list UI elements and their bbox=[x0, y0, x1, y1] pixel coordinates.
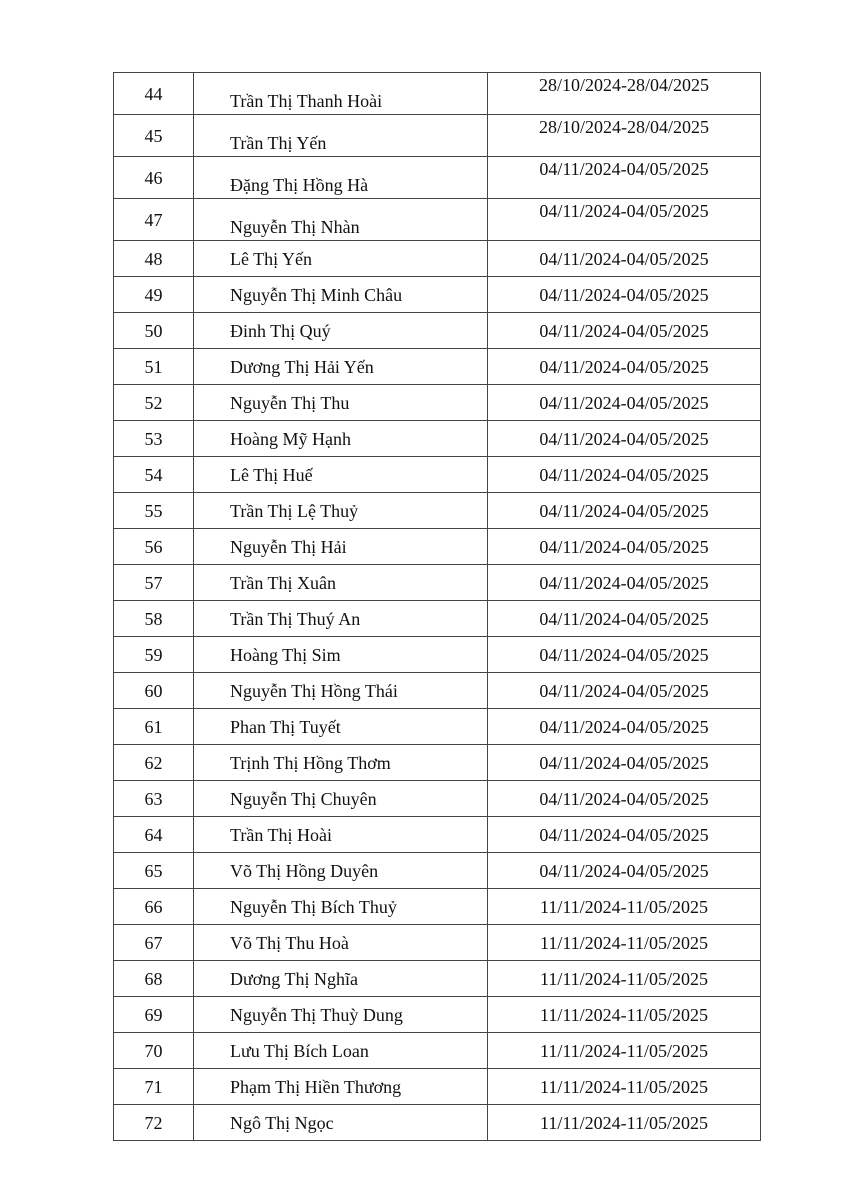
employee-name: Dương Thị Nghĩa bbox=[194, 961, 488, 997]
table-body bbox=[114, 73, 761, 1141]
period: 11/11/2024-11/05/2025 bbox=[488, 961, 761, 997]
row-number: 49 bbox=[114, 277, 194, 313]
table-row bbox=[114, 493, 761, 529]
table-row bbox=[114, 421, 761, 457]
period: 04/11/2024-04/05/2025 bbox=[488, 745, 761, 781]
employee-name: Trần Thị Xuân bbox=[194, 565, 488, 601]
employee-name: Trần Thị Thanh Hoài bbox=[194, 73, 488, 115]
period: 11/11/2024-11/05/2025 bbox=[488, 1069, 761, 1105]
row-number: 58 bbox=[114, 601, 194, 637]
employee-name: Đinh Thị Quý bbox=[194, 313, 488, 349]
table-row bbox=[114, 1105, 761, 1141]
employee-name: Trần Thị Yến bbox=[194, 115, 488, 157]
row-number: 53 bbox=[114, 421, 194, 457]
row-number: 60 bbox=[114, 673, 194, 709]
table-row bbox=[114, 1069, 761, 1105]
period: 04/11/2024-04/05/2025 bbox=[488, 853, 761, 889]
table-row bbox=[114, 73, 761, 115]
table-row bbox=[114, 781, 761, 817]
row-number: 65 bbox=[114, 853, 194, 889]
row-number: 72 bbox=[114, 1105, 194, 1141]
row-number: 46 bbox=[114, 157, 194, 199]
row-number: 59 bbox=[114, 637, 194, 673]
employee-name: Nguyễn Thị Hồng Thái bbox=[194, 673, 488, 709]
row-number: 54 bbox=[114, 457, 194, 493]
period: 04/11/2024-04/05/2025 bbox=[488, 241, 761, 277]
period: 04/11/2024-04/05/2025 bbox=[488, 601, 761, 637]
employee-name: Võ Thị Thu Hoà bbox=[194, 925, 488, 961]
row-number: 63 bbox=[114, 781, 194, 817]
row-number: 52 bbox=[114, 385, 194, 421]
period: 04/11/2024-04/05/2025 bbox=[488, 781, 761, 817]
employee-name: Hoàng Mỹ Hạnh bbox=[194, 421, 488, 457]
row-number: 55 bbox=[114, 493, 194, 529]
row-number: 67 bbox=[114, 925, 194, 961]
row-number: 51 bbox=[114, 349, 194, 385]
table-row bbox=[114, 601, 761, 637]
period: 28/10/2024-28/04/2025 bbox=[488, 115, 761, 157]
table-row bbox=[114, 853, 761, 889]
period: 04/11/2024-04/05/2025 bbox=[488, 457, 761, 493]
row-number: 47 bbox=[114, 199, 194, 241]
table-row bbox=[114, 349, 761, 385]
table-row bbox=[114, 457, 761, 493]
employee-name: Nguyễn Thị Bích Thuỷ bbox=[194, 889, 488, 925]
employee-name: Nguyễn Thị Thu bbox=[194, 385, 488, 421]
period: 28/10/2024-28/04/2025 bbox=[488, 73, 761, 115]
period: 11/11/2024-11/05/2025 bbox=[488, 1033, 761, 1069]
table-row bbox=[114, 565, 761, 601]
table-row bbox=[114, 817, 761, 853]
table-row bbox=[114, 385, 761, 421]
table-row bbox=[114, 241, 761, 277]
employee-name: Trịnh Thị Hồng Thơm bbox=[194, 745, 488, 781]
table-row bbox=[114, 889, 761, 925]
table-row bbox=[114, 745, 761, 781]
table-row bbox=[114, 1033, 761, 1069]
period: 04/11/2024-04/05/2025 bbox=[488, 385, 761, 421]
period: 04/11/2024-04/05/2025 bbox=[488, 565, 761, 601]
employee-name: Võ Thị Hồng Duyên bbox=[194, 853, 488, 889]
period: 11/11/2024-11/05/2025 bbox=[488, 1105, 761, 1141]
period: 04/11/2024-04/05/2025 bbox=[488, 493, 761, 529]
row-number: 64 bbox=[114, 817, 194, 853]
table-row bbox=[114, 529, 761, 565]
employee-name: Phan Thị Tuyết bbox=[194, 709, 488, 745]
period: 11/11/2024-11/05/2025 bbox=[488, 889, 761, 925]
period: 04/11/2024-04/05/2025 bbox=[488, 157, 761, 199]
employee-name: Hoàng Thị Sim bbox=[194, 637, 488, 673]
row-number: 71 bbox=[114, 1069, 194, 1105]
table-row bbox=[114, 961, 761, 997]
period: 04/11/2024-04/05/2025 bbox=[488, 313, 761, 349]
table-row bbox=[114, 277, 761, 313]
row-number: 70 bbox=[114, 1033, 194, 1069]
employee-name: Nguyễn Thị Chuyên bbox=[194, 781, 488, 817]
employee-name: Lưu Thị Bích Loan bbox=[194, 1033, 488, 1069]
row-number: 45 bbox=[114, 115, 194, 157]
employee-table bbox=[113, 72, 761, 1141]
row-number: 69 bbox=[114, 997, 194, 1033]
employee-name: Trần Thị Thuý An bbox=[194, 601, 488, 637]
period: 04/11/2024-04/05/2025 bbox=[488, 349, 761, 385]
period: 04/11/2024-04/05/2025 bbox=[488, 709, 761, 745]
period: 04/11/2024-04/05/2025 bbox=[488, 199, 761, 241]
employee-name: Trần Thị Lệ Thuỷ bbox=[194, 493, 488, 529]
table-row bbox=[114, 313, 761, 349]
period: 04/11/2024-04/05/2025 bbox=[488, 673, 761, 709]
row-number: 62 bbox=[114, 745, 194, 781]
row-number: 48 bbox=[114, 241, 194, 277]
table-row bbox=[114, 673, 761, 709]
employee-name: Ngô Thị Ngọc bbox=[194, 1105, 488, 1141]
row-number: 68 bbox=[114, 961, 194, 997]
employee-name: Nguyễn Thị Thuỳ Dung bbox=[194, 997, 488, 1033]
row-number: 61 bbox=[114, 709, 194, 745]
period: 04/11/2024-04/05/2025 bbox=[488, 529, 761, 565]
table-row bbox=[114, 997, 761, 1033]
table-row bbox=[114, 637, 761, 673]
row-number: 50 bbox=[114, 313, 194, 349]
table-row bbox=[114, 115, 761, 157]
row-number: 56 bbox=[114, 529, 194, 565]
table-row bbox=[114, 199, 761, 241]
row-number: 44 bbox=[114, 73, 194, 115]
employee-name: Lê Thị Yến bbox=[194, 241, 488, 277]
employee-name: Lê Thị Huế bbox=[194, 457, 488, 493]
period: 11/11/2024-11/05/2025 bbox=[488, 997, 761, 1033]
period: 04/11/2024-04/05/2025 bbox=[488, 637, 761, 673]
period: 04/11/2024-04/05/2025 bbox=[488, 817, 761, 853]
table-row bbox=[114, 709, 761, 745]
employee-name: Đặng Thị Hồng Hà bbox=[194, 157, 488, 199]
table-row bbox=[114, 157, 761, 199]
period: 04/11/2024-04/05/2025 bbox=[488, 277, 761, 313]
employee-name: Nguyễn Thị Hải bbox=[194, 529, 488, 565]
table-row bbox=[114, 925, 761, 961]
period: 04/11/2024-04/05/2025 bbox=[488, 421, 761, 457]
employee-name: Nguyễn Thị Nhàn bbox=[194, 199, 488, 241]
employee-name: Nguyễn Thị Minh Châu bbox=[194, 277, 488, 313]
period: 11/11/2024-11/05/2025 bbox=[488, 925, 761, 961]
row-number: 66 bbox=[114, 889, 194, 925]
employee-name: Phạm Thị Hiền Thương bbox=[194, 1069, 488, 1105]
row-number: 57 bbox=[114, 565, 194, 601]
employee-name: Trần Thị Hoài bbox=[194, 817, 488, 853]
employee-name: Dương Thị Hải Yến bbox=[194, 349, 488, 385]
